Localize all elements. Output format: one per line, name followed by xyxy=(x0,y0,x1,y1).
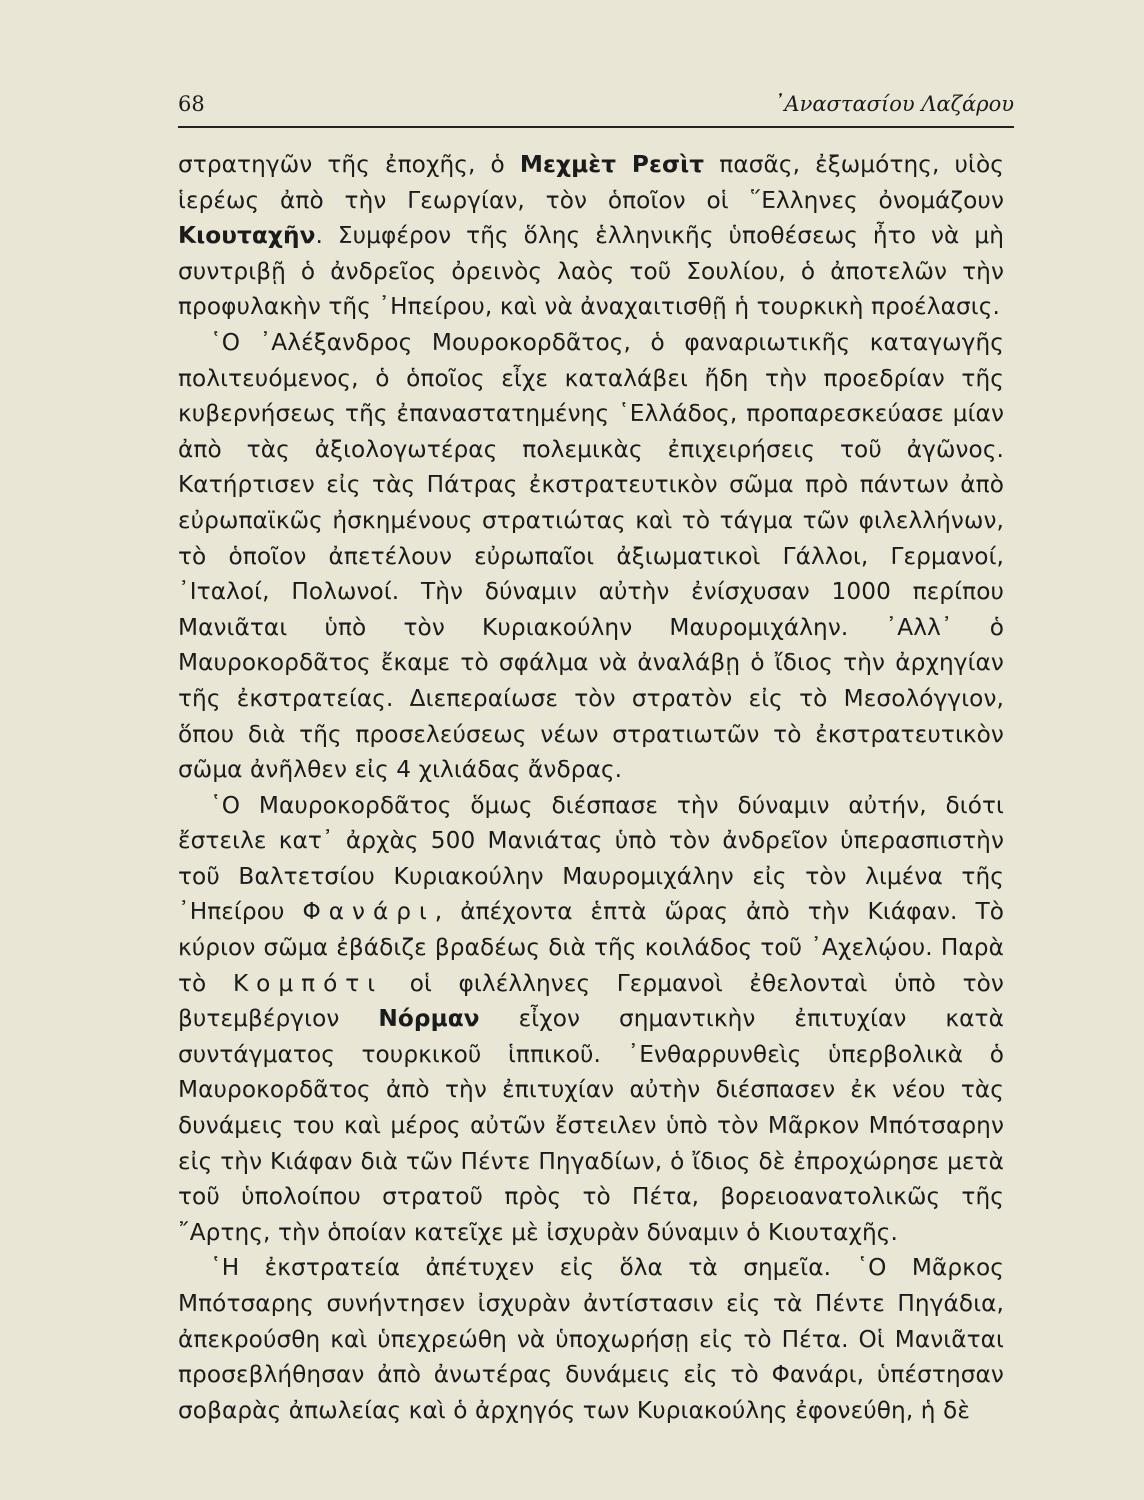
bold-name: Μεχμὲτ Ρεσὶτ xyxy=(519,151,705,178)
paragraph-2: ῾Ο ᾿Αλέξανδρος Μουροκορδᾶτος, ὁ φαναριωτικῆς καταγωγῆς πολιτευόμενος, ὁ ὁποῖος εἶχε καταλάβει ἤδη τὴν προεδρίαν τῆς κυβερνήσεως τῆς ἐπαναστατημένης ῾Ελλάδος, προπαρεσκεύασε μίαν ἀπὸ τὰς ἀξιολογωτέρας πολεμικὰς ἐπιχειρήσεις τοῦ ἀγῶνος. Κατήρτισεν εἰς τὰς Πάτρας ἐκστρατευτικὸν σῶμα πρὸ πάντων ἀπὸ εὐρωπαϊκῶς ἠσκημένους στρατιώτας καὶ τὸ τάγμα τῶν φιλελλήνων, τὸ ὁποῖον ἀπετέλουν εὐρωπαῖοι ἀξιωματικοὶ Γάλλοι, Γερμανοί, ᾿Ιταλοί, Πολωνοί. Τὴν δύναμιν αὐτὴν ἐνίσχυσαν 1000 περίπου Μανιᾶται ὑπὸ τὸν Κυριακούλην Μαυρομιχάλην. ᾿Αλλ᾿ ὁ Μαυροκορδᾶτος ἔκαμε τὸ σφάλμα νὰ ἀναλάβῃ ὁ ἴδιος τὴν ἀρχηγίαν τῆς ἐκστρατείας. Διεπεραίωσε τὸν στρατὸν εἰς τὸ Μεσολόγγιον, ὅπου διὰ τῆς προσελεύσεως νέων στρατιωτῶν τὸ ἐκστρατευτικὸν σῶμα ἀνῆλθεν εἰς 4 χιλιάδας ἄνδρας. xyxy=(178,328,1004,784)
paragraph-4: ῾Η ἐκστρατεία ἀπέτυχεν εἰς ὅλα τὰ σημεῖα. ῾Ο Μᾶρκος Μπότσαρης συνήντησεν ἰσχυρὰν ἀντίστασιν εἰς τὰ Πέντε Πηγάδια, ἀπεκρούσθη καὶ ὑπεχρεώθη νὰ ὑποχωρήσῃ εἰς τὸ Πέτα. Οἱ Μανιᾶται προσεβλήθησαν ἀπὸ ἀνωτέρας δυνάμεις εἰς τὸ Φανάρι, ὑπέστησαν σοβαρὰς ἀπωλείας καὶ ὁ ἀρχηγός των Κυριακούλης ἐφονεύθη, ἡ δὲ xyxy=(178,1254,1004,1424)
bold-name: Κιουταχῆν xyxy=(178,222,316,250)
paragraph-3: ῾Ο Μαυροκορδᾶτος ὅμως διέσπασε τὴν δύναμιν αὐτήν, διότι ἔστειλε κατ᾿ ἀρχὰς 500 Μανιάτας ὑπὸ τὸν ἀνδρεῖον ὑπερασπιστὴν τοῦ Βαλτετσίου Κυριακούλην Μαυρομιχάλην εἰς τὸν λιμένα τῆς ᾿Ηπείρου Φανάρι, ἀπέχοντα ἑπτὰ ὥρας ἀπὸ τὴν Κιάφαν. Τὸ κύριον σῶμα ἐβάδιζε βραδέως διὰ τῆς κοιλάδος τοῦ ᾿Αχελῴου. Παρὰ τὸ Κομπότι οἱ φιλέλληνες Γερμανοὶ ἐθελονταὶ ὑπὸ τὸν βυτεμβέργιον Νόρμαν εἶχον σημαντικὴν ἐπιτυχίαν κατὰ συντάγματος τουρκικοῦ ἱππικοῦ. ᾿Ενθαρρυνθεὶς ὑπερβολικὰ ὁ Μαυροκορδᾶτος ἀπὸ τὴν ἐπιτυχίαν αὐτὴν διέσπασεν ἐκ νέου τὰς δυνάμεις του καὶ μέρος αὐτῶν ἔστειλεν ὑπὸ τὸν Μᾶρκον Μπότσαρην εἰς τὴν Κιάφαν διὰ τῶν Πέντε Πηγαδίων, ὁ ἴδιος δὲ ἐπροχώρησε μετὰ τοῦ ὑπολοίπου στρατοῦ πρὸς τὸ Πέτα, βορειοανατολικῶς τῆς ῎Αρτης, τὴν ὁποίαν κατεῖχε μὲ ἰσχυρὰν δύναμιν ὁ Κιουταχῆς. xyxy=(178,791,1004,1246)
paragraph-1: στρατηγῶν τῆς ἐποχῆς, ὁ Μεχμὲτ Ρεσὶτ πασᾶς, ἐξωμότης, υἱὸς ἱερέως ἀπὸ τὴν Γεωργίαν, τὸν ὁποῖον οἱ ῞Ελληνες ὀνομάζουν Κιουταχῆν. Συμφέρον τῆς ὅλης ἑλληνικῆς ὑποθέσεως ἦτο νὰ μὴ συντριβῇ ὁ ἀνδρεῖος ὀρεινὸς λαὸς τοῦ Σουλίου, ὁ ἀποτελῶν τὴν προφυλακὴν τῆς ᾿Ηπείρου, καὶ νὰ ἀναχαιτισθῇ ἡ τουρκικὴ προέλασις. xyxy=(178,151,1004,321)
page-number: 68 xyxy=(178,92,205,116)
bold-name: Νόρμαν xyxy=(378,1005,480,1033)
body-text xyxy=(178,147,1004,1428)
spaced-place-name: Κομπότι xyxy=(232,969,384,997)
spaced-place-name: Φανάρι xyxy=(302,898,435,926)
header-rule xyxy=(178,126,1014,128)
page-header xyxy=(178,92,1014,128)
running-head: ᾿Αναστασίου Λαζάρου xyxy=(773,92,1014,116)
